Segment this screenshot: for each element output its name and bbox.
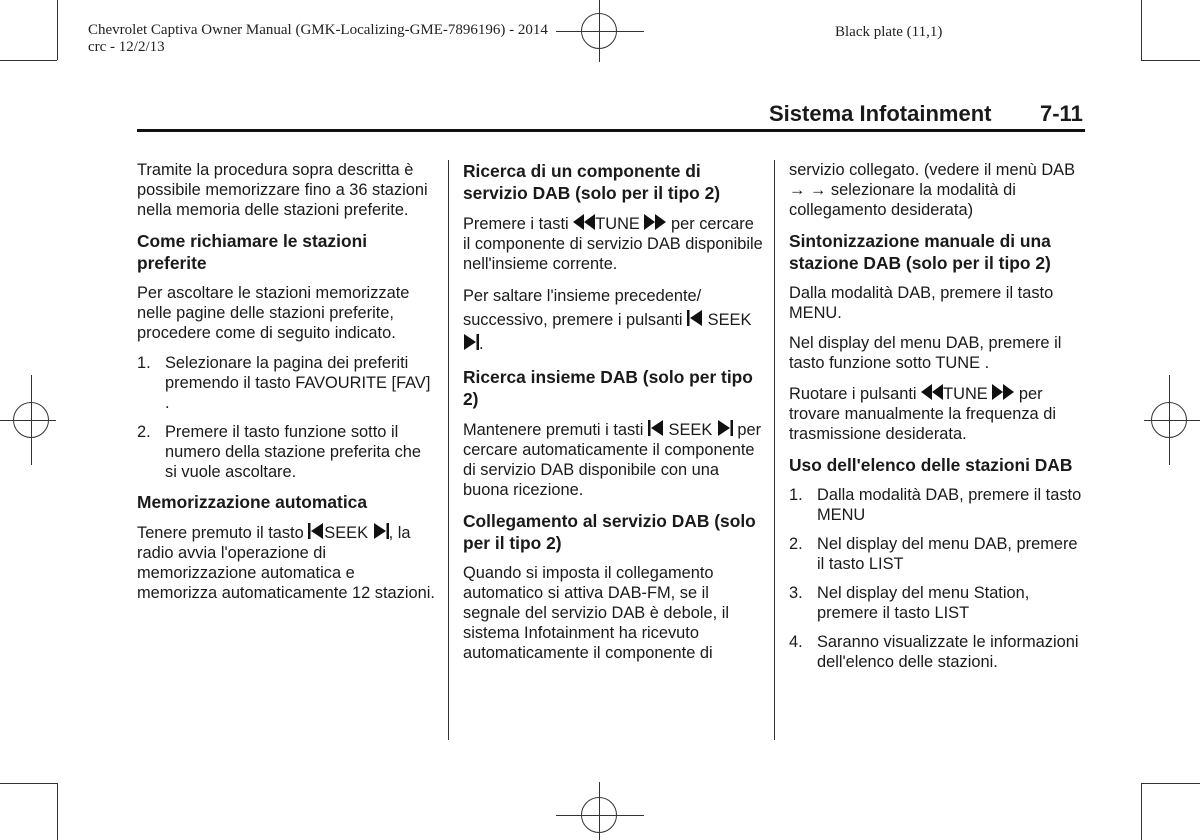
column-1 [137,160,437,613]
heading-dab-component-search: Ricerca di un componente di servizio DAB (solo per il tipo 2) [463,161,721,203]
skip-ensemble-paragraph [463,284,763,356]
print-slug [88,22,548,56]
manual-paragraph-1: Dalla modalità DAB, premere il tasto MENU. [789,284,1054,322]
registration-mark [599,782,600,840]
step-number: 3. [789,584,803,602]
plate-label: Black plate (11,1) [835,24,943,40]
crop-mark [1141,60,1200,61]
page-number: 7-11 [1040,101,1083,126]
step-text: Premere il tasto funzione sotto il numero della stazione preferita che si vuole ascoltare. [165,423,422,481]
auto-store-paragraph [137,522,437,603]
slug-line-2: crc - 12/2/13 [88,39,165,55]
crop-mark [57,783,58,840]
list-item [137,422,437,482]
heading-ensemble-search: Ricerca insieme DAB (solo per tipo 2) [463,367,753,409]
step-text: Nel display del menu Station, premere il tasto LIST [817,584,1030,622]
tune-forward-icon [644,213,666,231]
seek-back-icon [687,309,703,327]
column-divider [774,160,775,740]
crop-mark [1141,783,1200,784]
seek-forward-icon [463,333,479,351]
ensemble-paragraph [463,419,763,500]
list-item [789,485,1085,525]
section-title: Sistema Infotainment [769,101,992,126]
recall-steps-list [137,353,437,482]
text-run: Mantenere premuti i tasti [463,421,644,439]
tune-label: TUNE [595,215,640,233]
crop-mark [57,0,58,60]
recall-paragraph: Per ascoltare le stazioni memorizzate nelle pagine delle stazioni preferite, procedere come di seguito indicato. [137,284,410,342]
registration-mark [556,31,644,32]
crop-mark [1141,0,1142,60]
text-run: per cercare il componente di servizio DAB disponibile nell'insieme corrente. [463,215,763,273]
text-run: Ruotare i pulsanti [789,385,917,403]
step-number: 4. [789,633,803,651]
dab-search-paragraph [463,213,763,274]
text-run: Per saltare l'insieme precedente/ successivo, premere i pulsanti [463,287,702,329]
list-item [789,632,1085,672]
step-text: Selezionare la pagina dei preferiti premendo il tasto FAVOURITE [FAV] . [165,354,431,412]
seek-back-icon [308,522,324,540]
heading-auto-store: Memorizzazione automatica [137,492,367,512]
registration-mark [599,0,600,62]
step-text: Nel display del menu DAB, premere il tasto LIST [817,535,1078,573]
step-number: 1. [137,354,151,372]
step-text: Dalla modalità DAB, premere il tasto MENU [817,486,1082,524]
crop-mark [0,60,57,61]
tune-back-icon [573,213,595,231]
station-list-steps [789,485,1085,672]
manual-paragraph-2: Nel display del menu DAB, premere il tasto funzione sotto TUNE . [789,334,1062,372]
column-3 [789,160,1085,681]
intro-paragraph: Tramite la procedura sopra descritta è possibile memorizzare fino a 36 stazioni nella memoria delle stazioni preferite. [137,161,428,219]
seek-forward-icon [373,522,389,540]
column-divider [448,160,449,740]
tune-back-icon [921,383,943,401]
turn-knob-paragraph [789,383,1085,444]
text-run: . [479,335,484,353]
registration-mark [1169,375,1170,465]
heading-manual-tuning: Sintonizzazione manuale di una stazione DAB (solo per il tipo 2) [789,231,1051,273]
registration-mark [556,815,644,816]
list-item [789,534,1085,574]
linking-continued-paragraph: servizio collegato. (vedere il menù DAB → → selezionare la modalità di collegamento desiderata) [789,161,1076,219]
step-number: 2. [789,535,803,553]
text-run: la radio avvia l'operazione di memorizzazione automatica e memorizza automaticamente 12 stazioni. [137,524,435,602]
text-run: per cercare automaticamente il componente di servizio DAB disponibile con una buona ricezione. [463,421,762,499]
step-text: Saranno visualizzate le informazioni dell'elenco delle stazioni. [817,633,1079,671]
seek-label: SEEK [668,421,713,439]
text-run: Premere i tasti [463,215,569,233]
registration-mark [0,420,56,421]
slug-line-1: Chevrolet Captiva Owner Manual (GMK-Localizing-GME-7896196) - 2014 [88,22,548,38]
tune-label: TUNE [943,385,988,403]
crop-mark [1141,783,1142,840]
tune-forward-icon [992,383,1014,401]
list-item [789,583,1085,623]
seek-forward-icon [717,419,733,437]
seek-label: SEEK [324,524,369,542]
registration-mark [31,375,32,465]
list-item [137,353,437,413]
seek-label: SEEK [707,311,752,329]
header-rule [137,129,1085,132]
text-run: , [388,524,394,542]
linking-paragraph: Quando si imposta il collegamento automatico si attiva DAB-FM, se il segnale del servizio DAB è debole, il sistema Infotainment ha ricevuto automaticamente il componente di [463,564,730,662]
text-run: Tenere premuto il tasto [137,524,304,542]
text-run: per trovare manualmente la frequenza di trasmissione desiderata. [789,385,1056,443]
crop-mark [0,783,57,784]
column-2 [463,160,763,673]
heading-dab-linking: Collegamento al servizio DAB (solo per il tipo 2) [463,511,756,553]
seek-back-icon [648,419,664,437]
heading-station-list: Uso dell'elenco delle stazioni DAB [789,455,1073,475]
step-number: 1. [789,486,803,504]
step-number: 2. [137,423,151,441]
registration-mark [1144,420,1200,421]
heading-recall-favorites: Come richiamare le stazioni preferite [137,231,368,273]
